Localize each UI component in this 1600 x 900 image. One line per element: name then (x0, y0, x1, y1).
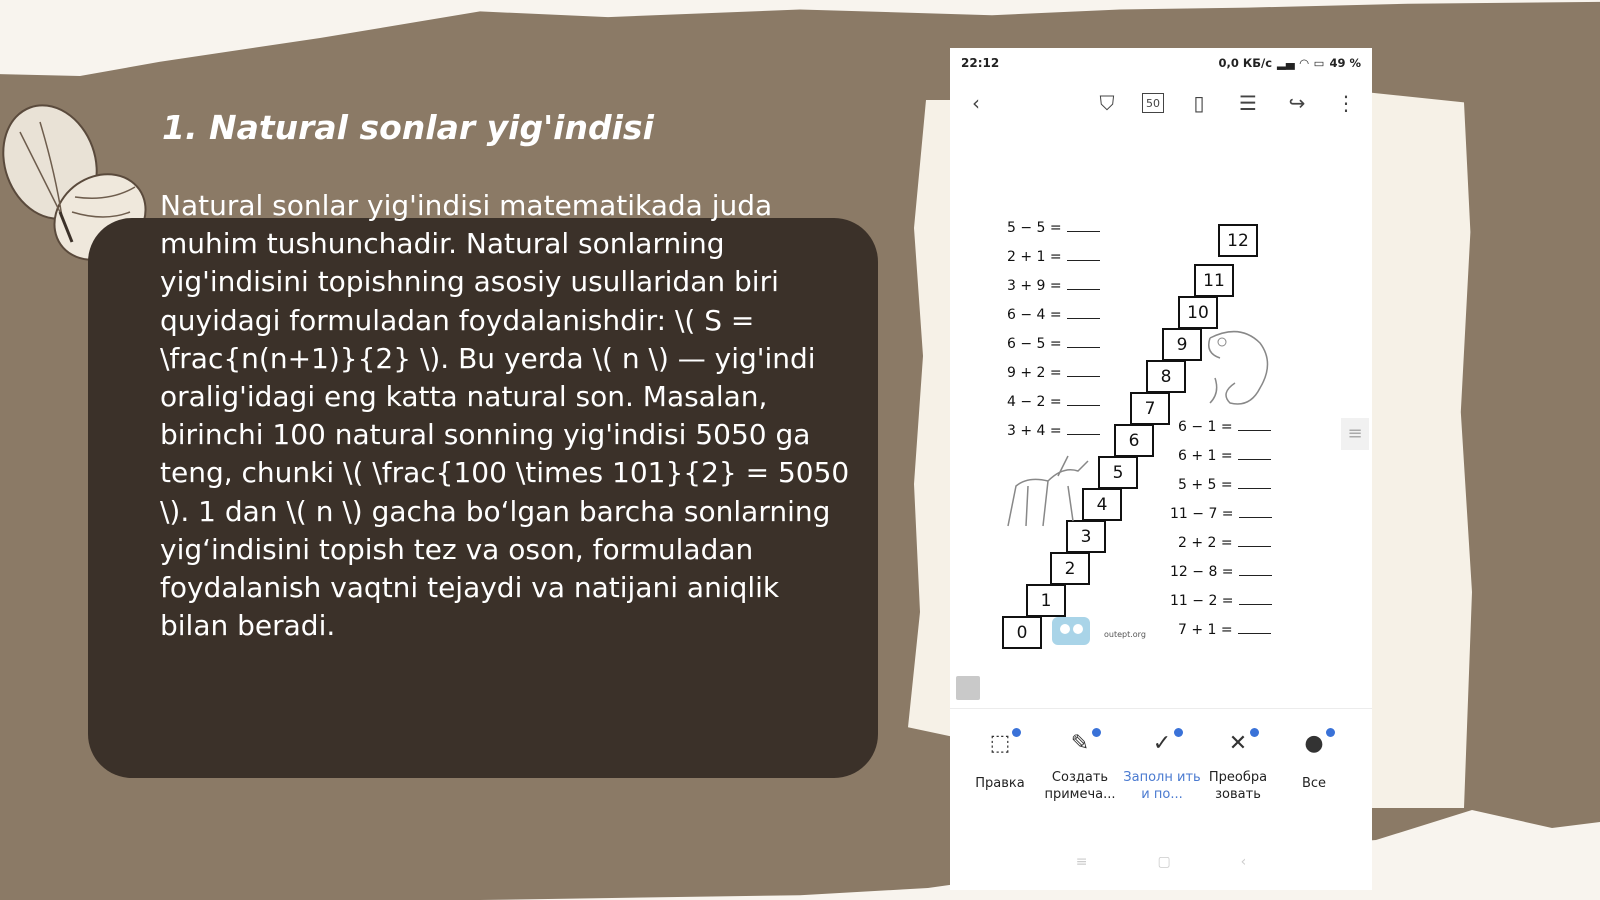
equation: 11 − 2 = (1170, 593, 1272, 609)
tool-label: Заполн ить и по... (1123, 770, 1201, 802)
shopping-bag-icon[interactable]: ⛉ (1099, 91, 1115, 115)
stair-step: 5 (1098, 456, 1138, 489)
stair-step: 4 (1082, 488, 1122, 521)
tool-annotate[interactable] (1040, 726, 1120, 803)
app-toolbar (950, 78, 1372, 128)
stair-step: 7 (1130, 392, 1170, 425)
fill-sign-icon: ✓ (1122, 726, 1202, 762)
fullscreen-icon[interactable]: ▯ (1193, 91, 1205, 115)
equation: 2 + 1 = (1007, 249, 1100, 265)
stair-step: 2 (1050, 552, 1090, 585)
tool-edit[interactable] (960, 726, 1040, 793)
stair-step: 6 (1114, 424, 1154, 457)
divider (950, 708, 1372, 709)
status-bar (950, 48, 1372, 78)
equation: 3 + 9 = (1007, 278, 1100, 294)
text-edit-icon: ⬚ (960, 726, 1040, 762)
tools-bar (950, 726, 1372, 836)
home-nav-icon[interactable]: ▢ (1157, 854, 1171, 870)
equation: 9 + 2 = (1007, 365, 1100, 381)
side-panel-handle[interactable]: ≡ (1341, 418, 1369, 450)
page-thumbnail-button[interactable] (956, 676, 980, 700)
stair-step: 12 (1218, 224, 1258, 257)
signal-icon: ▂▄ (1277, 56, 1295, 70)
network-speed: 0,0 КБ/с (1218, 56, 1273, 70)
equation: 5 + 5 = (1178, 477, 1271, 493)
page-number-icon[interactable]: 50 (1142, 93, 1164, 113)
status-time: 22:12 (961, 56, 1000, 70)
tool-convert[interactable] (1198, 726, 1278, 803)
all-tools-icon: ● (1274, 726, 1354, 762)
stair-step: 1 (1026, 584, 1066, 617)
tool-label: Все (1301, 776, 1327, 791)
chameleon-drawing-icon (1190, 318, 1280, 418)
annotate-pen-icon: ✎ (1040, 726, 1120, 762)
moose-drawing-icon (998, 446, 1098, 536)
back-icon[interactable]: ‹ (972, 91, 980, 115)
equation: 5 − 5 = (1007, 220, 1100, 236)
more-icon[interactable]: ⋮ (1336, 91, 1356, 115)
equation: 11 − 7 = (1170, 506, 1272, 522)
equation: 12 − 8 = (1170, 564, 1272, 580)
equation: 6 − 1 = (1178, 419, 1271, 435)
wifi-icon: ◠ (1299, 56, 1309, 70)
share-icon[interactable]: ↪ (1288, 91, 1306, 115)
cartoon-logo-icon (1050, 613, 1095, 648)
tool-label: Правка (975, 776, 1025, 791)
tool-all[interactable] (1274, 726, 1354, 793)
menu-nav-icon[interactable]: ≡ (1075, 854, 1088, 870)
worksheet-page (950, 128, 1372, 688)
battery-level: 49 % (1329, 56, 1361, 70)
convert-icon: ✕ (1198, 726, 1278, 762)
equation: 4 − 2 = (1007, 394, 1100, 410)
stair-step: 8 (1146, 360, 1186, 393)
equation: 2 + 2 = (1178, 535, 1271, 551)
document-view-icon[interactable]: ☰ (1239, 91, 1257, 115)
tool-label: Создать примеча... (1044, 770, 1116, 802)
stair-step: 3 (1066, 520, 1106, 553)
slide-body: Natural sonlar yig'indisi matematikada juda muhim tushunchadir. Natural sonlarning yig'indisini topishning asosiy usullaridan biri quyidagi formuladan foydalanishdir: \( S = \frac{n(n+1)}{2} \). Bu yerda \( n \) — yig'indi oralig'idagi eng katta natural son. Masalan, birinchi 100 natural sonning yig'indisi 5050 ga teng, chunki \( \frac{100 \times 101}{2} = 5050 \). 1 dan \( n \) gacha bo‘lgan barcha sonlarning yig‘indisini topish tez va oson, formuladan foydalanish vaqtni tejaydi va natijani aniqlik bilan beradi. (160, 189, 850, 643)
equation: 7 + 1 = (1178, 622, 1271, 638)
stair-step: 0 (1002, 616, 1042, 649)
equation: 6 − 4 = (1007, 307, 1100, 323)
system-nav-bar (950, 848, 1372, 876)
stair-step: 9 (1162, 328, 1202, 361)
tool-label: Преобра зовать (1208, 770, 1268, 802)
equation: 6 − 5 = (1007, 336, 1100, 352)
battery-icon: ▭ (1313, 56, 1325, 70)
slide-title: 1. Natural sonlar yig'indisi (162, 108, 654, 147)
stair-step: 11 (1194, 264, 1234, 297)
stair-step: 10 (1178, 296, 1218, 329)
phone-screenshot (950, 48, 1372, 890)
equation: 3 + 4 = (1007, 423, 1100, 439)
tool-fill-sign[interactable] (1122, 726, 1202, 803)
worksheet-watermark: outept.org (1104, 630, 1146, 639)
equation: 6 + 1 = (1178, 448, 1271, 464)
back-nav-icon[interactable]: ‹ (1240, 854, 1247, 870)
